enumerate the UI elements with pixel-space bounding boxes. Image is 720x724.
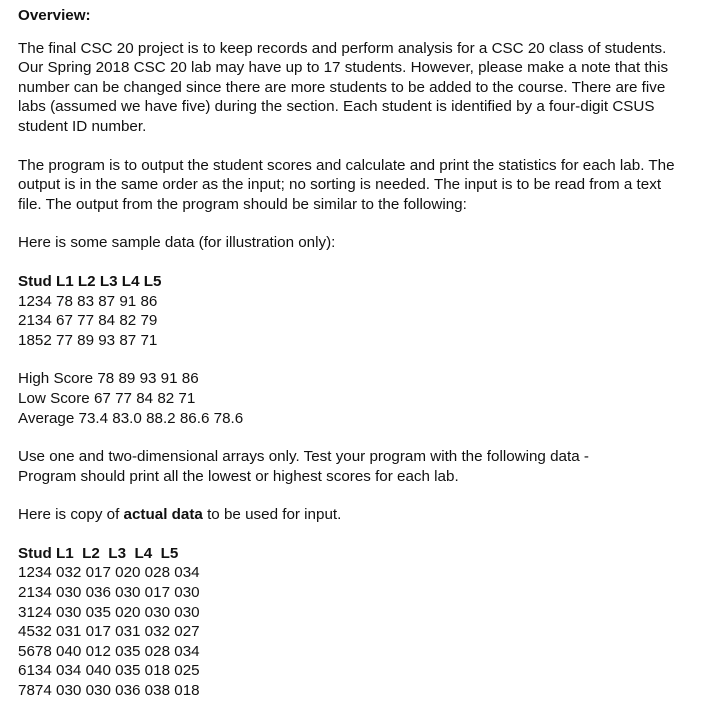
program-line: output is in the same order as the input; no sorting is needed. The input is to be read from a text (18, 176, 662, 194)
actual-table-header: Stud L1 L2 L3 L4 L5 (18, 544, 179, 562)
sample-table-row: 2134 67 77 84 82 79 (18, 312, 158, 330)
sample-table-header: Stud L1 L2 L3 L4 L5 (18, 272, 162, 290)
actual-table-row: 3124 030 035 020 030 030 (18, 603, 200, 621)
intro-line: Our Spring 2018 CSC 20 lab may have up to 17 students. However, please make a note that this (18, 59, 669, 77)
intro-line: labs (assumed we have five) during the section. Each student is identified by a four-digit CSUS (18, 98, 655, 116)
stats-block (18, 369, 706, 428)
actual-intro-before: Here is copy of (18, 506, 124, 524)
actual-intro (18, 505, 706, 525)
actual-data-table (18, 544, 706, 701)
actual-table-row: 4532 031 017 031 032 027 (18, 623, 200, 641)
actual-table-row: 5678 040 012 035 028 034 (18, 642, 200, 660)
arrays-line: Use one and two-dimensional arrays only. Test your program with the following data - (18, 448, 589, 466)
overview-heading: Overview: (18, 7, 91, 24)
sample-table-row: 1852 77 89 93 87 71 (18, 331, 158, 349)
actual-table-row: 2134 030 036 030 017 030 (18, 584, 200, 602)
sample-data-table (18, 272, 706, 350)
arrays-paragraph (18, 447, 706, 486)
program-line: The program is to output the student scores and calculate and print the statistics for each lab. The (18, 156, 675, 174)
intro-line: number can be changed since there are more students to be added to the course. There are five (18, 78, 666, 96)
intro-paragraph (18, 39, 706, 137)
actual-intro-bold: actual data (123, 506, 203, 524)
intro-line: The final CSC 20 project is to keep records and perform analysis for a CSC 20 class of students. (18, 39, 667, 57)
program-paragraph (18, 156, 706, 215)
actual-intro-after: to be used for input. (202, 506, 342, 524)
arrays-line: Program should print all the lowest or highest scores for each lab. (18, 467, 459, 485)
actual-table-row: 6134 034 040 035 018 025 (18, 662, 200, 680)
actual-table-row: 1234 032 017 020 028 034 (18, 564, 200, 582)
sample-table-row: 1234 78 83 87 91 86 (18, 292, 158, 310)
stats-low-score: Low Score 67 77 84 82 71 (18, 389, 196, 407)
stats-high-score: High Score 78 89 93 91 86 (18, 370, 199, 388)
actual-table-row: 7874 030 030 036 038 018 (18, 682, 200, 700)
sample-intro: Here is some sample data (for illustration only): (18, 234, 336, 252)
intro-line: student ID number. (18, 117, 147, 135)
program-line: file. The output from the program should be similar to the following: (18, 195, 467, 213)
stats-average: Average 73.4 83.0 88.2 86.6 78.6 (18, 409, 244, 427)
